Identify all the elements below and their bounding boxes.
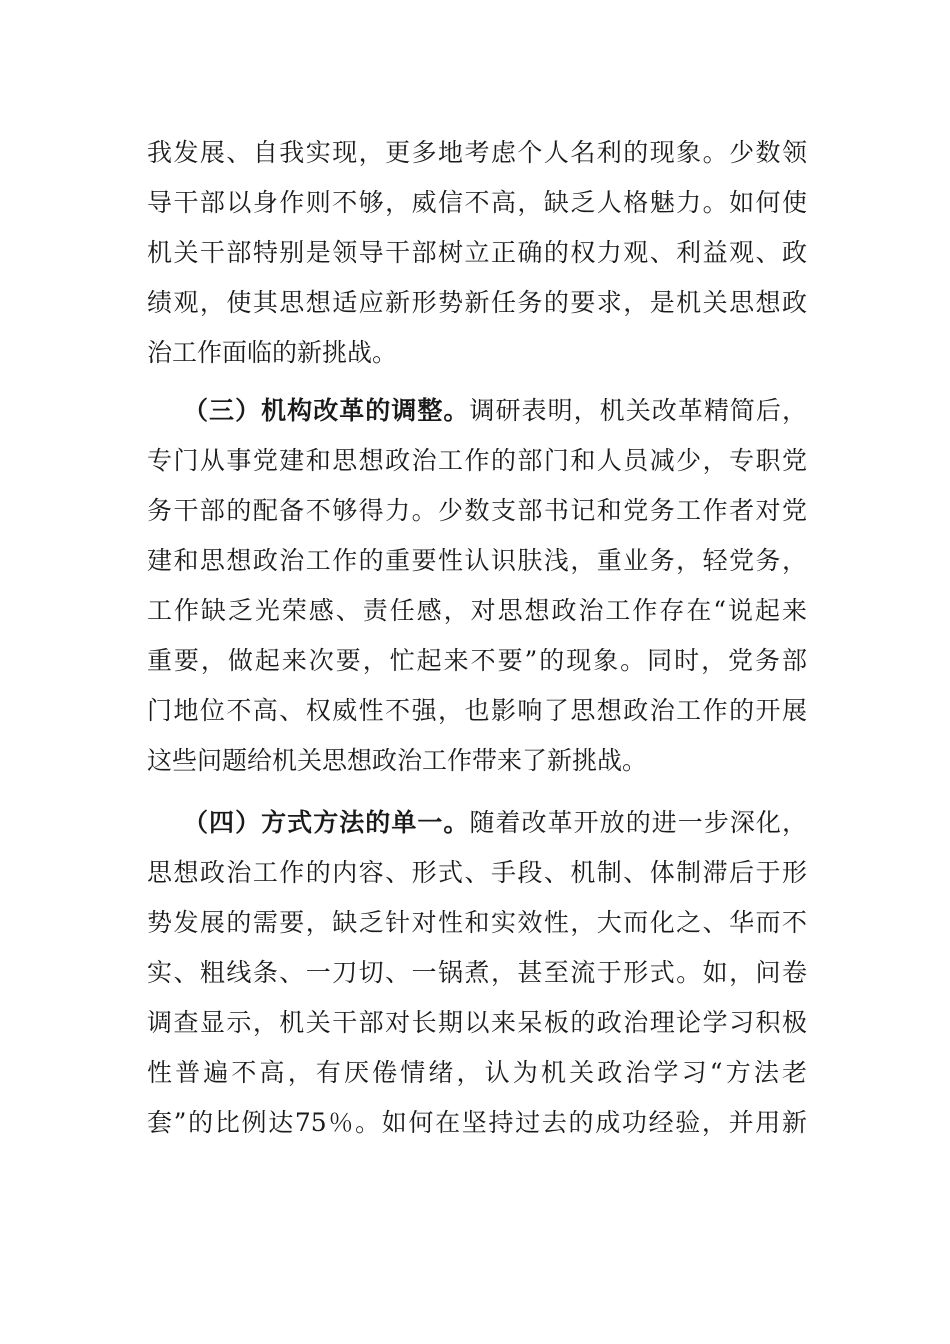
section-heading: （四）方式方法的单一。 [183, 808, 470, 837]
text-line: 重要，做起来次要，忙起来不要”的现象。同时，党务部 [147, 646, 807, 675]
text-line: 机关干部特别是领导干部树立正确的权力观、利益观、政 [147, 238, 807, 267]
text-fragment: 随着改革开放的进一步深化， [469, 808, 807, 837]
paragraph-continuation [147, 128, 807, 378]
text-line: 思想政治工作的内容、形式、手段、机制、体制滞后于形 [147, 858, 807, 887]
text-line: 治工作面临的新挑战。 [147, 338, 398, 367]
text-line: 专门从事党建和思想政治工作的部门和人员减少，专职党 [147, 446, 807, 475]
text-line: 导干部以身作则不够，威信不高，缺乏人格魅力。如何使 [147, 188, 807, 217]
text-line: 势发展的需要，缺乏针对性和实效性，大而化之、华而不 [147, 908, 807, 937]
text-line: 门地位不高、权威性不强，也影响了思想政治工作的开展 [147, 696, 807, 725]
text-line: 调查显示，机关干部对长期以来呆板的政治理论学习积极 [147, 1008, 807, 1037]
text-line: 我发展、自我实现，更多地考虑个人名利的现象。少数领 [147, 138, 807, 167]
text-fragment: 调研表明，机关改革精简后， [469, 396, 807, 425]
text-line: 这些问题给机关思想政治工作带来了新挑战。 [147, 746, 648, 775]
text-line: 建和思想政治工作的重要性认识肤浅，重业务，轻党务， [147, 546, 807, 575]
text-line: 工作缺乏光荣感、责任感，对思想政治工作存在“说起来 [147, 596, 807, 625]
paragraph-section-four [147, 798, 807, 1148]
text-line-first [147, 798, 807, 848]
text-line: 实、粗线条、一刀切、一锅煮，甚至流于形式。如，问卷 [147, 958, 807, 987]
section-heading: （三）机构改革的调整。 [183, 396, 470, 425]
text-line: 套”的比例达75％。如何在坚持过去的成功经验，并用新 [147, 1108, 807, 1137]
text-line-first [147, 386, 807, 436]
text-line: 性普遍不高，有厌倦情绪，认为机关政治学习“方法老 [147, 1058, 807, 1087]
paragraph-section-three [147, 386, 807, 786]
text-line: 绩观，使其思想适应新形势新任务的要求，是机关思想政 [147, 288, 807, 317]
text-line: 务干部的配备不够得力。少数支部书记和党务工作者对党 [147, 496, 807, 525]
